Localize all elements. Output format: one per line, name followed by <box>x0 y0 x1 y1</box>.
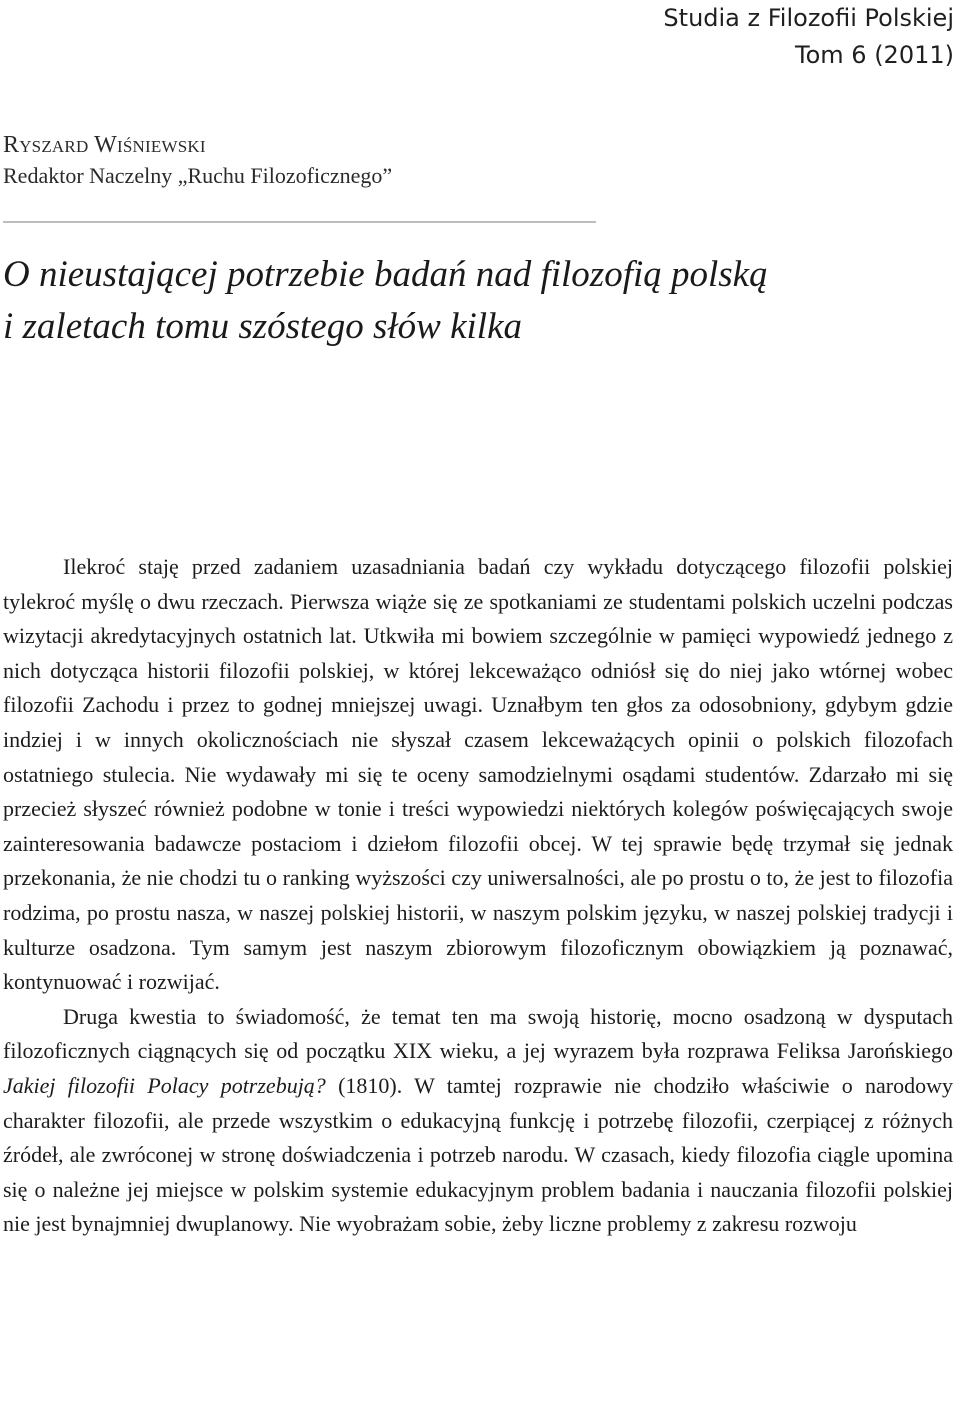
body-paragraph-2 <box>3 1000 953 1242</box>
title-line-1: O nieustającej potrzebie badań nad filozofią polską <box>3 254 768 295</box>
cited-work-title: Jakiej filozofii Polacy potrzebują? <box>3 1072 326 1098</box>
author-name: Ryszard Wiśniewski <box>3 132 206 158</box>
paragraph-2-text-end: (1810). W tamtej rozprawie nie chodziło właściwie o narodowy charakter filozofii, ale przede wszystkim o edukacyjną funkcję i potrzebę filozofii, czerpiącej z różnych źródeł, ale zwróconej w stronę doświadczenia i potrzeb narodu. W czasach, kiedy filozofia ciągle upomina się o należne jej miejsce w polskim systemie edukacyjnym problem badania i nauczania filozofii polskiej nie jest bynajmniej dwuplanowy. Nie wyobrażam sobie, żeby liczne problemy z zakresu rozwoju <box>3 1072 954 1237</box>
journal-volume: Tom 6 (2011) <box>795 41 954 69</box>
journal-name: Studia z Filozofii Polskiej <box>663 4 954 32</box>
article-body <box>3 550 953 1242</box>
article-title <box>3 249 943 353</box>
journal-header <box>663 0 954 74</box>
title-line-2: i zaletach tomu szóstego słów kilka <box>3 306 522 347</box>
header-divider <box>3 221 596 223</box>
author-block <box>3 128 392 190</box>
paragraph-2-text-start: Druga kwestia to świadomość, że temat ten ma swoją historię, mocno osadzoną w dysputach filozoficznych ciągnących się od początku XIX wieku, a jej wyrazem była rozprawa Feliksa Jarońskiego <box>3 1003 953 1064</box>
author-affiliation: Redaktor Naczelny „Ruchu Filozoficznego” <box>3 163 393 188</box>
body-paragraph-1: Ilekroć staję przed zadaniem uzasadniania badań czy wykładu dotyczącego filozofii polskiej tylekroć myślę o dwu rzeczach. Pierwsza wiąże się ze spotkaniami ze studentami polskich uczelni podczas wizytacji akredytacyjnych ostatnich lat. Utkwiła mi bowiem szczególnie w pamięci wypowiedź jednego z nich dotycząca historii filozofii polskiej, w której lekceważąco odniósł się do niej jako wtórnej wobec filozofii Zachodu i przez to godnej mniejszej uwagi. Uznałbym ten głos za odosobniony, gdybym gdzie indziej i w innych okolicznościach nie słyszał czasem lekceważących opinii o polskich filozofach ostatniego stulecia. Nie wydawały mi się te oceny samodzielnymi osądami studentów. Zdarzało mi się przecież słyszeć również podobne w tonie i treści wypowiedzi niektórych kolegów poświęcających swoje zainteresowania badawcze postaciom i dziełom filozofii obcej. W tej sprawie będę trzymał się jednak przekonania, że nie chodzi tu o ranking wyższości czy uniwersalności, ale po prostu o to, że jest to filozofia rodzima, po prostu nasza, w naszej polskiej historii, w naszym polskim języku, w naszej polskiej tradycji i kulturze osadzona. Tym samym jest naszym zbiorowym filozoficznym obowiązkiem ją poznawać, kontynuować i rozwijać. <box>3 554 953 995</box>
